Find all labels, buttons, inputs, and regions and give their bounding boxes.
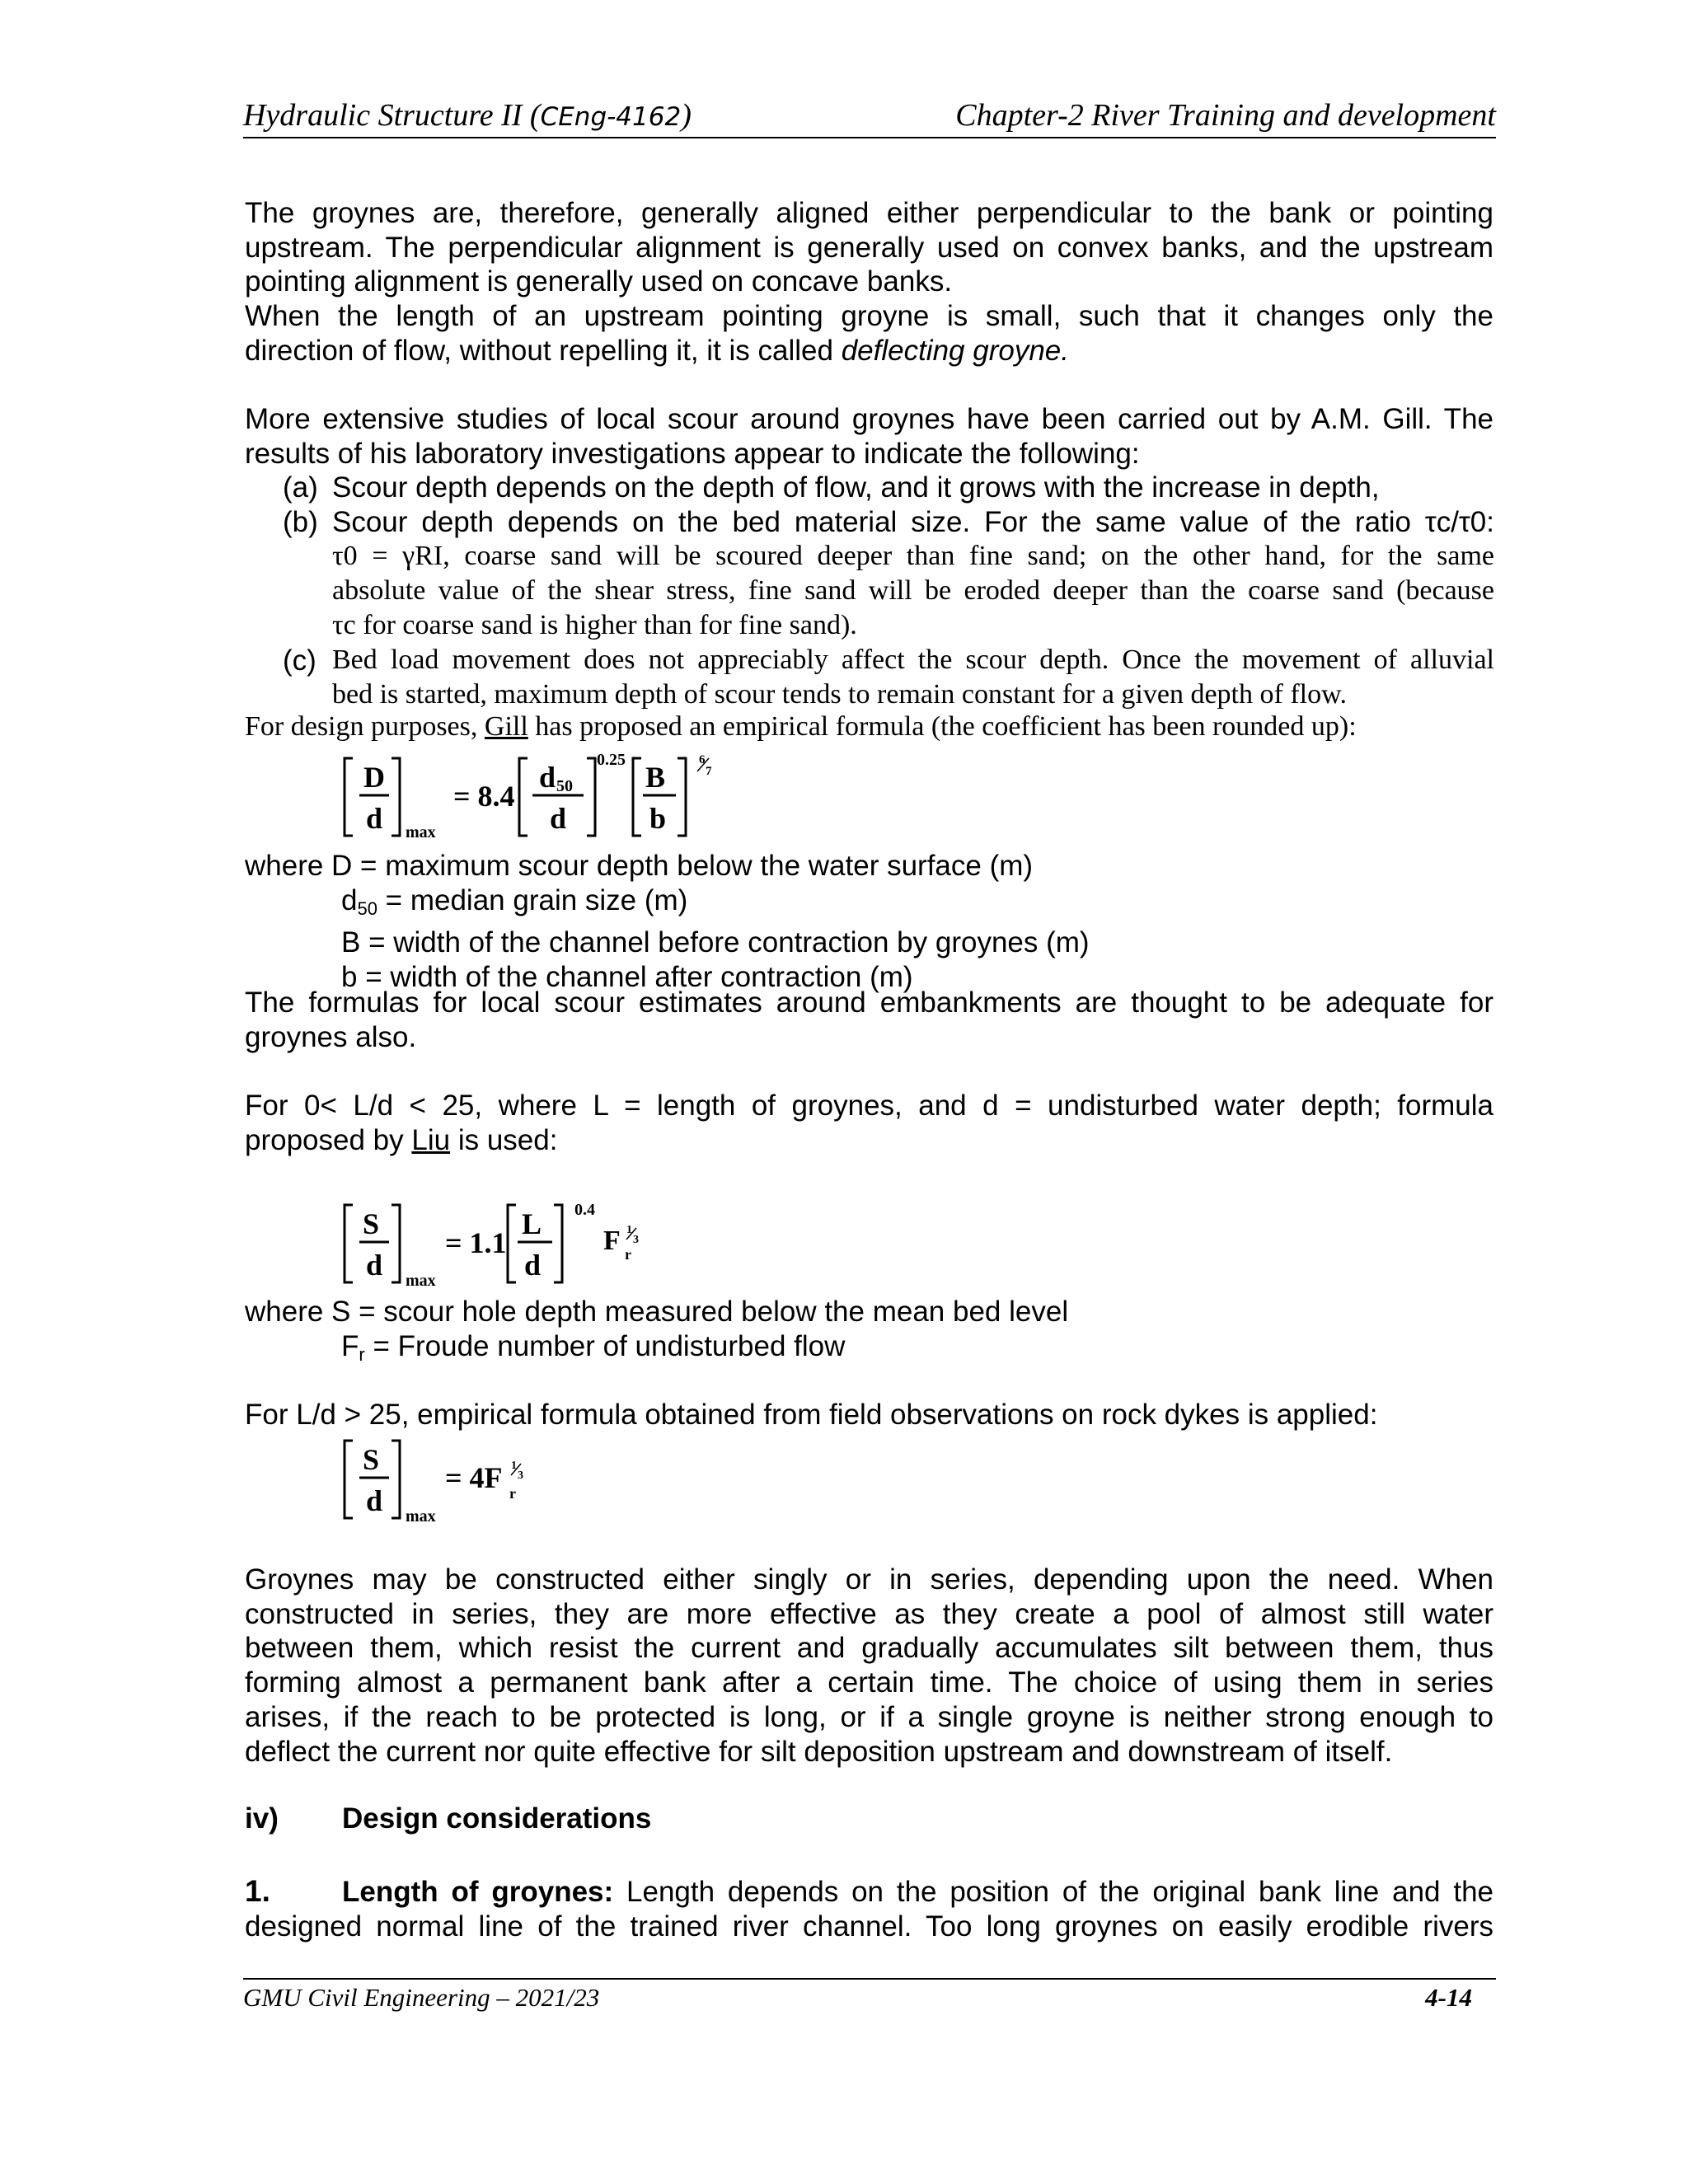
svg-text:r: r	[625, 1246, 631, 1263]
paragraph-rock-dykes: For L/d > 25, empirical formula obtained from field observations on rock dykes is applied:	[245, 1399, 1378, 1431]
svg-text:d: d	[366, 802, 383, 835]
svg-text:B: B	[645, 761, 666, 794]
equation-liu	[338, 1197, 668, 1291]
paragraph-series: Groynes may be constructed either singly or in series, depending upon the need. When constructed in series, they are more effective as they create a pool of almost still water between them, which resist the current and gradually accumulates silt between them, thus forming almost a permanent bank after a certain time. The choice of using them in series arises, if the reach to be protected is long, or if a single groyne is neither strong enough to deflect the current nor quite effective for silt deposition upstream and downstream of itself.	[245, 1563, 1493, 1768]
page-number: 4-14	[1425, 1983, 1472, 2012]
svg-text:F: F	[603, 1226, 621, 1256]
svg-text:D: D	[363, 761, 385, 794]
svg-text:L: L	[522, 1207, 542, 1240]
paragraph-liu: For 0< L/d < 25, where L = length of groynes, and d = undisturbed water depth; formula proposed by Liu is used:	[245, 1090, 1493, 1156]
svg-text:0.4: 0.4	[574, 1201, 595, 1219]
svg-text:0.25: 0.25	[597, 751, 626, 769]
running-header-right: Chapter-2 River Training and development	[955, 98, 1496, 133]
section-heading: iv) Design considerations	[245, 1802, 652, 1835]
list-item-b-continued: τ0 = γRI, coarse sand will be scoured deeper than fine sand; on the other hand, for the same absolute value of the shear stress, fine sand will be eroded deeper than the coarse sand (because τc for coarse sand is higher than for fine sand).	[332, 541, 1494, 640]
list-item-a: (a) Scour depth depends on the depth of flow, and it grows with the increase in depth,	[283, 471, 1380, 504]
svg-text:6: 6	[699, 753, 706, 766]
svg-text:d: d	[366, 1249, 383, 1282]
running-header-left: Hydraulic Structure II (CEng-4162)	[243, 98, 692, 133]
definition-froude: Fr = Froude number of undisturbed flow	[341, 1329, 846, 1365]
svg-text:3: 3	[633, 1234, 639, 1246]
svg-text:r: r	[509, 1485, 516, 1502]
equation-gill	[338, 748, 734, 843]
liu-variable-definitions: where S = scour hole depth measured below the mean bed level Fr = Froude number of undisturbed flow	[245, 1295, 1068, 1371]
paragraph-gill-studies: More extensive studies of local scour around groynes have been carried out by A.M. Gill. The results of his laboratory investigations appear to indicate the following:	[245, 403, 1493, 470]
svg-text:1: 1	[511, 1460, 517, 1472]
findings-list: (a) Scour depth depends on the depth of flow, and it grows with the increase in depth, (b) Scour depth depends on the bed material size. For the same value of the ratio τc/τ0: τ0 = γRI, coarse sand will be scoured deeper than fine sand; on the other hand, for the same absolute value of the shear stress, fine sand will be eroded deeper than the coarse sand (because τc for coarse sand is higher than for fine sand). (c) Bed load movement does not appreciably affect the scour depth. Once the movement of alluvial bed is started, maximum depth of scour tends to remain constant for a given depth of flow.	[283, 471, 1494, 710]
svg-text:max: max	[406, 1272, 436, 1290]
footer-left: GMU Civil Engineering – 2021/23	[243, 1983, 600, 2012]
svg-text:S: S	[363, 1443, 380, 1476]
paragraph-groyne-alignment: The groynes are, therefore, generally aligned either perpendicular to the bank or pointing upstream. The perpendicular alignment is generally used on convex banks, and the upstream pointing alignment is generally used on concave banks. When the length of an upstream pointing groyne is small, such that it changes only the direction of flow, without repelling it, it is called deflecting groyne.	[245, 197, 1493, 367]
svg-text:= 4F: = 4F	[445, 1461, 503, 1494]
svg-text:3: 3	[518, 1469, 523, 1482]
svg-text:= 8.4: = 8.4	[453, 780, 515, 813]
svg-text:b: b	[649, 802, 667, 835]
gill-intro: For design purposes, Gill has proposed an empirical formula (the coefficient has been rounded up):	[245, 711, 1357, 742]
svg-text:d: d	[524, 1249, 542, 1282]
svg-text:50: 50	[556, 777, 573, 795]
svg-text:max: max	[406, 1507, 436, 1526]
equation-rock-dykes	[338, 1432, 552, 1527]
svg-text:S: S	[363, 1207, 380, 1240]
list-item-b: (b) Scour depth depends on the bed material size. For the same value of the ratio τc/τ0:	[283, 506, 1494, 538]
svg-text:d: d	[366, 1484, 383, 1517]
svg-text:7: 7	[706, 765, 712, 778]
svg-text:d: d	[539, 761, 556, 794]
gill-variable-definitions: where D = maximum scour depth below the water surface (m) d50 = median grain size (m) B = width of the channel before contraction by groynes (m) b = width of the channel after contraction (m)	[245, 850, 1090, 994]
svg-text:d: d	[550, 802, 567, 835]
definition-d50: d50 = median grain size (m)	[341, 883, 688, 919]
paragraph-embankments: The formulas for local scour estimates around embankments are thought to be adequate for groynes also.	[245, 987, 1493, 1053]
svg-text:max: max	[406, 823, 436, 841]
item-length-of-groynes: 1. Length of groynes: Length depends on the position of the original bank line and the designed normal line of the trained river channel. Too long groynes on easily erodible rivers	[245, 1874, 1494, 1943]
list-item-c: (c) Bed load movement does not appreciably affect the scour depth. Once the movement of alluvial	[283, 644, 1494, 677]
header-rule	[243, 137, 1496, 138]
footer-rule	[243, 1978, 1496, 1980]
svg-text:1: 1	[626, 1224, 632, 1236]
svg-text:= 1.1: = 1.1	[445, 1226, 507, 1259]
